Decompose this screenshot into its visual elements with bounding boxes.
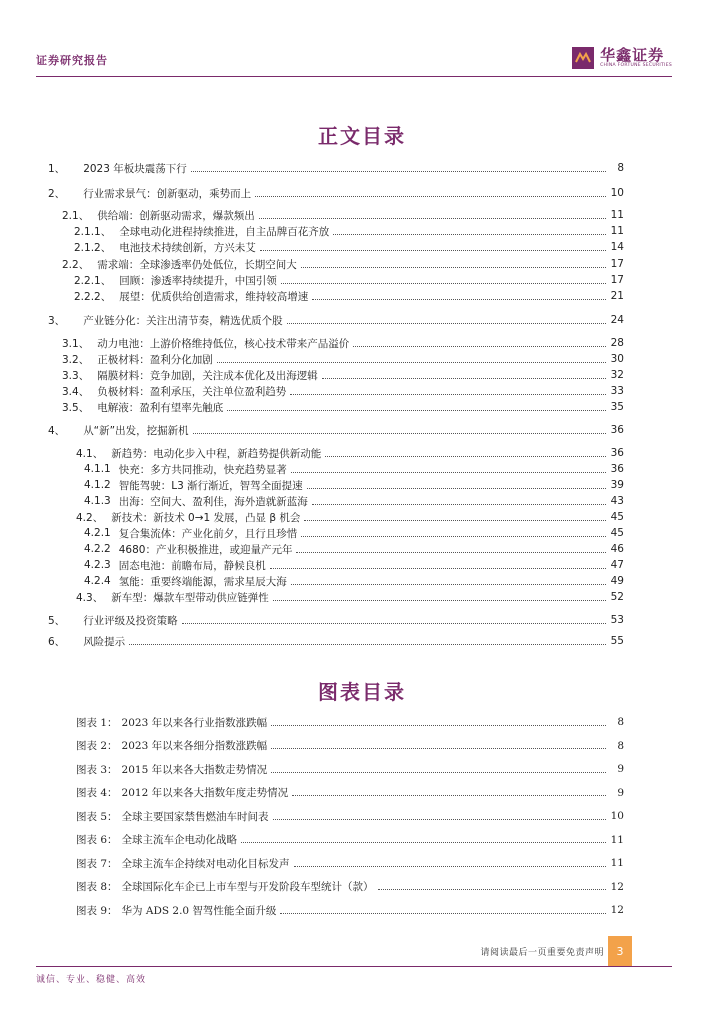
figure-entry-page: 11 xyxy=(610,857,624,869)
leader-dots xyxy=(271,772,606,773)
toc-entry[interactable] xyxy=(48,445,624,461)
toc-entry-number: 4.2.1 xyxy=(84,527,111,539)
leader-dots xyxy=(191,171,606,172)
toc-entry[interactable] xyxy=(48,541,624,557)
toc-entry-title: 固态电池：前瞻布局，静候良机 xyxy=(118,559,266,572)
toc-entry-title: 复合集流体：产业化前夕，且行且珍惜 xyxy=(118,527,298,540)
leader-dots xyxy=(255,196,606,197)
figure-entry-page: 8 xyxy=(617,739,624,752)
toc-entry[interactable] xyxy=(48,612,624,628)
toc-entry-title: 回顾：渗透率持续提升，中国引领 xyxy=(119,274,277,287)
toc-entry-number: 4.1、 xyxy=(76,447,104,460)
toc-entry-page: 52 xyxy=(610,591,624,603)
toc-entry-number: 3.2、 xyxy=(62,353,90,366)
toc-entry-title: 展望：优质供给创造需求，维持较高增速 xyxy=(119,290,309,303)
leader-dots xyxy=(325,456,606,457)
leader-dots xyxy=(281,283,606,284)
toc-entry[interactable] xyxy=(48,509,624,525)
toc-entry-title: 新车型：爆款车型带动供应链弹性 xyxy=(111,591,269,604)
leader-dots xyxy=(296,552,606,553)
toc-entry-number: 2.1、 xyxy=(62,209,90,222)
toc-entry-page: 11 xyxy=(610,225,624,237)
leader-dots xyxy=(301,267,606,268)
toc-entry-page: 36 xyxy=(610,424,624,436)
figure-entry-page: 9 xyxy=(617,786,624,799)
figure-entry-label: 图表 5： xyxy=(76,810,118,823)
toc-entry-page: 33 xyxy=(610,385,624,397)
page-header xyxy=(36,40,672,77)
leader-dots xyxy=(227,410,606,411)
figure-entry-title: 全球主要国家禁售燃油车时间表 xyxy=(121,810,269,823)
figure-entry[interactable] xyxy=(76,761,624,777)
leader-dots xyxy=(217,362,606,363)
toc-entry-title: 隔膜材料：竞争加剧，关注成本优化及出海逻辑 xyxy=(97,369,318,382)
leader-dots xyxy=(271,748,606,749)
figure-entry[interactable] xyxy=(76,832,624,848)
toc-entry-page: 17 xyxy=(610,258,624,270)
toc-entry-title: 负极材料：盈利承压，关注单位盈利趋势 xyxy=(97,385,287,398)
toc-entry-page: 36 xyxy=(610,447,624,459)
toc-entry[interactable] xyxy=(48,493,624,509)
toc-entry-title: 快充：多方共同推动，快充趋势显著 xyxy=(118,463,287,476)
toc-entry-title: 智能驾驶：L3 渐行渐近，智驾全面提速 xyxy=(118,479,303,492)
logo-mark-icon xyxy=(572,47,594,69)
toc-entry[interactable] xyxy=(48,223,624,239)
toc-entry-title: 风险提示 xyxy=(83,635,126,648)
toc-title: 正文目录 xyxy=(318,124,406,148)
toc-entry-number: 4.2.3 xyxy=(84,559,111,571)
toc-entry[interactable] xyxy=(48,477,624,493)
figure-entry-label: 图表 3： xyxy=(76,763,118,776)
toc-entry[interactable] xyxy=(48,367,624,383)
toc-entry[interactable] xyxy=(48,633,624,649)
toc-entry-title: 产业链分化：关注出清节奏，精选优质个股 xyxy=(83,314,283,327)
toc-entry-number: 2.2.1、 xyxy=(74,274,112,287)
toc-entry-page: 14 xyxy=(610,241,624,253)
toc-entry[interactable] xyxy=(48,272,624,288)
figure-entry[interactable] xyxy=(76,902,624,918)
toc-entry-page: 49 xyxy=(610,575,624,587)
toc-entry-number: 3.4、 xyxy=(62,385,90,398)
leader-dots xyxy=(271,725,606,726)
leader-dots xyxy=(291,584,606,585)
toc-entry-title: 全球电动化进程持续推进，自主品牌百花齐放 xyxy=(119,225,330,238)
toc-entry-number: 2.1.2、 xyxy=(74,241,112,254)
toc-entry[interactable] xyxy=(48,399,624,415)
leader-dots xyxy=(259,218,606,219)
toc-entry-title: 出海：空间大、盈利佳，海外造就新蓝海 xyxy=(118,495,308,508)
toc-entry-page: 35 xyxy=(610,401,624,413)
toc-entry-page: 11 xyxy=(610,209,624,221)
toc-entry-title: 电解液：盈利有望率先触底 xyxy=(97,401,224,414)
leader-dots xyxy=(294,866,606,867)
leader-dots xyxy=(312,299,606,300)
toc-entry-page: 10 xyxy=(610,187,624,199)
leader-dots xyxy=(270,568,606,569)
figure-entry-label: 图表 8： xyxy=(76,881,118,893)
toc-entry-page: 28 xyxy=(610,337,624,349)
disclaimer-note: 请阅读最后一页重要免责声明 xyxy=(480,948,604,958)
toc-entry-page: 55 xyxy=(610,635,624,647)
leader-dots xyxy=(182,623,606,624)
figure-entry-page: 12 xyxy=(610,904,624,916)
toc-entry-number: 3、 xyxy=(48,314,66,327)
figure-entry-label: 图表 9： xyxy=(76,904,118,917)
toc-entry-title: 氢能：重要终端能源，需求星辰大海 xyxy=(118,575,287,588)
leader-dots xyxy=(241,842,606,843)
figure-entry-label: 图表 7： xyxy=(76,857,118,870)
toc-entry-page: 8 xyxy=(617,162,624,174)
figure-entry-title: 2015 年以来各大指数走势情况 xyxy=(121,763,268,776)
toc-entry-page: 32 xyxy=(610,369,624,381)
toc-entry-number: 4.1.2 xyxy=(84,479,111,491)
toc-entry-title: 2023 年板块震荡下行 xyxy=(83,162,187,175)
toc-entry-page: 46 xyxy=(610,543,624,555)
figure-entry-title: 全球主流车企电动化战略 xyxy=(121,834,238,846)
toc-entry-number: 4.1.3 xyxy=(84,495,111,507)
figure-entry-label: 图表 6： xyxy=(76,834,118,846)
toc-entry-page: 39 xyxy=(610,479,624,491)
toc-entry[interactable] xyxy=(48,351,624,367)
toc-entry-page: 43 xyxy=(610,495,624,507)
logo-chinese-name: 华鑫证券 xyxy=(600,46,665,64)
report-type-label: 证券研究报告 xyxy=(36,54,108,67)
toc-entry-number: 3.1、 xyxy=(62,337,90,350)
figure-entry-page: 8 xyxy=(617,716,624,728)
toc-entry-number: 2.2、 xyxy=(62,258,90,271)
leader-dots xyxy=(273,819,606,820)
toc-entry-title: 4680：产业积极推进，或迎量产元年 xyxy=(118,543,293,556)
leader-dots xyxy=(290,394,606,395)
leader-dots xyxy=(280,913,606,914)
footer-divider xyxy=(36,966,672,967)
figure-entry-title: 全球主流车企持续对电动化目标发声 xyxy=(121,857,290,870)
leader-dots xyxy=(312,504,606,505)
toc-entry[interactable] xyxy=(48,160,624,176)
toc-entry[interactable] xyxy=(48,525,624,541)
figure-entry-page: 10 xyxy=(610,810,624,822)
page-number: 3 xyxy=(608,936,632,966)
toc-entry-number: 6、 xyxy=(48,635,66,648)
leader-dots xyxy=(273,600,606,601)
leader-dots xyxy=(287,323,606,324)
toc-entry[interactable] xyxy=(48,207,624,223)
toc-entry-title: 新技术：新技术 0→1 发展，凸显 β 机会 xyxy=(111,511,301,524)
toc-entry-number: 4.1.1 xyxy=(84,463,111,475)
figure-entry[interactable] xyxy=(76,808,624,824)
figure-entry-page: 9 xyxy=(617,763,624,775)
leader-dots xyxy=(291,472,606,473)
toc-entry-page: 17 xyxy=(610,274,624,286)
toc-entry-page: 30 xyxy=(610,353,624,365)
toc-entry[interactable] xyxy=(48,422,624,438)
toc-entry[interactable] xyxy=(48,461,624,477)
toc-entry-title: 电池技术持续创新，方兴未艾 xyxy=(119,241,256,254)
figure-entry-title: 华为 ADS 2.0 智驾性能全面升级 xyxy=(121,904,277,917)
toc-entry[interactable] xyxy=(48,589,624,605)
toc-entry-title: 动力电池：上游价格维持低位，核心技术带来产品溢价 xyxy=(97,337,350,350)
toc-entry-number: 5、 xyxy=(48,614,66,627)
toc-entry[interactable] xyxy=(48,573,624,589)
toc-entry-title: 需求端：全球渗透率仍处低位，长期空间大 xyxy=(97,258,297,271)
leader-dots xyxy=(307,488,606,489)
company-motto: 诚信、专业、稳健、高效 xyxy=(36,975,147,985)
figure-entry-title: 2023 年以来各行业指数涨跌幅 xyxy=(121,716,268,729)
toc-entry[interactable] xyxy=(48,383,624,399)
figure-entry[interactable] xyxy=(76,714,624,730)
leader-dots xyxy=(129,644,606,645)
leader-dots xyxy=(292,795,606,796)
figure-entry-title: 2023 年以来各细分指数涨跌幅 xyxy=(121,740,268,752)
toc-entry-number: 4.2.2 xyxy=(84,543,111,555)
leader-dots xyxy=(378,889,606,890)
toc-entry-number: 4.2.4 xyxy=(84,575,111,587)
toc-entry-title: 供给端：创新驱动需求，爆款频出 xyxy=(97,209,255,222)
leader-dots xyxy=(304,520,606,521)
toc-entry-page: 24 xyxy=(610,314,624,326)
toc-entry[interactable] xyxy=(48,557,624,573)
leader-dots xyxy=(353,346,606,347)
toc-entry-title: 从“新”出发，挖掘新机 xyxy=(83,424,189,437)
toc-entry-page: 36 xyxy=(610,463,624,475)
figure-entry[interactable] xyxy=(76,785,624,801)
toc-entry-page: 45 xyxy=(610,527,624,539)
toc-entry-number: 2.1.1、 xyxy=(74,225,112,238)
toc-entry[interactable] xyxy=(48,239,624,255)
figure-entry-title: 全球国际化车企已上市车型与开发阶段车型统计（款） xyxy=(121,881,374,893)
figure-entry-label: 图表 2： xyxy=(76,740,118,752)
toc-entry-number: 4.3、 xyxy=(76,591,104,604)
toc-entry-number: 3.3、 xyxy=(62,369,90,382)
logo-english-name: CHINA FORTUNE SECURITIES xyxy=(600,63,672,68)
toc-entry-page: 21 xyxy=(610,290,624,302)
company-logo xyxy=(572,44,672,72)
leader-dots xyxy=(260,250,606,251)
toc-entry[interactable] xyxy=(48,288,624,304)
leader-dots xyxy=(322,378,606,379)
toc-entry[interactable] xyxy=(48,185,624,201)
toc-entry[interactable] xyxy=(48,256,624,272)
figure-list-title: 图表目录 xyxy=(318,680,406,704)
figure-entry-label: 图表 4： xyxy=(76,787,118,799)
toc-entry[interactable] xyxy=(48,335,624,351)
figure-entry-title: 2012 年以来各大指数年度走势情况 xyxy=(121,787,289,799)
toc-entry-page: 47 xyxy=(610,559,624,571)
toc-entry[interactable] xyxy=(48,312,624,328)
toc-entry-page: 53 xyxy=(610,614,624,626)
toc-entry-number: 4.2、 xyxy=(76,511,104,524)
toc-entry-number: 2.2.2、 xyxy=(74,290,112,303)
figure-entry-label: 图表 1： xyxy=(76,716,118,729)
leader-dots xyxy=(333,234,606,235)
leader-dots xyxy=(193,433,606,434)
toc-entry-number: 3.5、 xyxy=(62,401,90,414)
figure-entry[interactable] xyxy=(76,879,624,895)
leader-dots xyxy=(301,536,606,537)
toc-entry-title: 行业评级及投资策略 xyxy=(83,614,178,627)
toc-entry-page: 45 xyxy=(610,511,624,523)
toc-entry-title: 行业需求景气：创新驱动，乘势而上 xyxy=(83,187,252,200)
toc-entry-title: 正极材料：盈利分化加剧 xyxy=(97,353,213,366)
figure-entry-page: 12 xyxy=(610,880,624,893)
toc-entry-number: 4、 xyxy=(48,424,66,437)
toc-entry-number: 2、 xyxy=(48,187,66,200)
figure-entry-page: 11 xyxy=(610,833,624,846)
toc-entry-number: 1、 xyxy=(48,162,66,175)
toc-entry-title: 新趋势：电动化步入中程，新趋势提供新动能 xyxy=(111,447,322,460)
figure-entry[interactable] xyxy=(76,738,624,754)
figure-entry[interactable] xyxy=(76,855,624,871)
